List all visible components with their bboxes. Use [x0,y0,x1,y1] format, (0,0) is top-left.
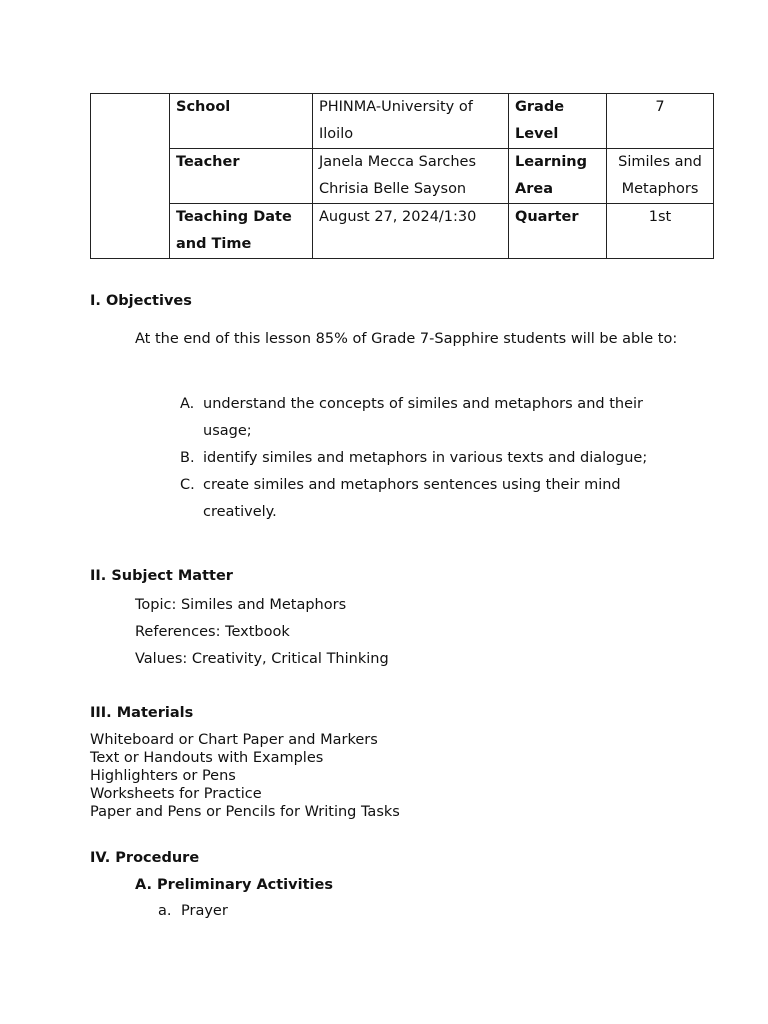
materials-list [90,731,400,821]
topic-line: Topic: Similes and Metaphors [135,597,347,613]
list-marker: a. [158,903,172,919]
list-item: Paper and Pens or Pencils for Writing Tasks [90,804,400,820]
learning-area-label: Learning Area [509,149,607,204]
list-item [180,445,680,472]
teacher-label: Teacher [170,149,313,204]
list-item: Worksheets for Practice [90,786,262,802]
materials-heading: III. Materials [90,705,194,721]
objectives-list [180,391,680,526]
list-marker: B. [180,450,195,466]
subject-matter-heading: II. Subject Matter [90,568,233,584]
learning-area-value: Similes and Metaphors [607,149,714,204]
references-line: References: Textbook [135,624,290,640]
list-item [180,472,680,526]
objective-text: identify similes and metaphors in various texts and dialogue; [203,450,648,466]
school-label: School [170,94,313,149]
list-item: Highlighters or Pens [90,768,236,784]
list-item: Text or Handouts with Examples [90,750,324,766]
list-item: Whiteboard or Chart Paper and Markers [90,732,378,748]
objectives-heading: I. Objectives [90,293,192,309]
list-marker: C. [180,477,195,493]
activity-text: Prayer [181,903,228,919]
teacher-value: Janela Mecca Sarches Chrisia Belle Sayson [313,149,509,204]
teaching-date-value: August 27, 2024/1:30 [313,204,509,259]
values-line: Values: Creativity, Critical Thinking [135,651,389,667]
list-item [180,391,680,445]
procedure-heading: IV. Procedure [90,850,200,866]
lesson-header-table [90,93,714,259]
objective-text: understand the concepts of similes and metaphors and their usage; [203,396,643,439]
school-value: PHINMA-University of Iloilo [313,94,509,149]
grade-level-label: Grade Level [509,94,607,149]
subject-matter-list [135,592,389,673]
grade-level-value: 7 [607,94,714,149]
teaching-date-label: Teaching Date and Time [170,204,313,259]
list-item [158,903,228,919]
table-row [91,94,714,149]
objective-text: create similes and metaphors sentences using their mind creatively. [203,477,621,520]
list-marker: A. [180,396,195,412]
logo-cell [91,94,170,259]
quarter-label: Quarter [509,204,607,259]
preliminary-activities-heading: A. Preliminary Activities [135,877,333,893]
objectives-intro: At the end of this lesson 85% of Grade 7-Sapphire students will be able to: [135,331,678,347]
table-row [91,204,714,259]
quarter-value: 1st [607,204,714,259]
table-row [91,149,714,204]
